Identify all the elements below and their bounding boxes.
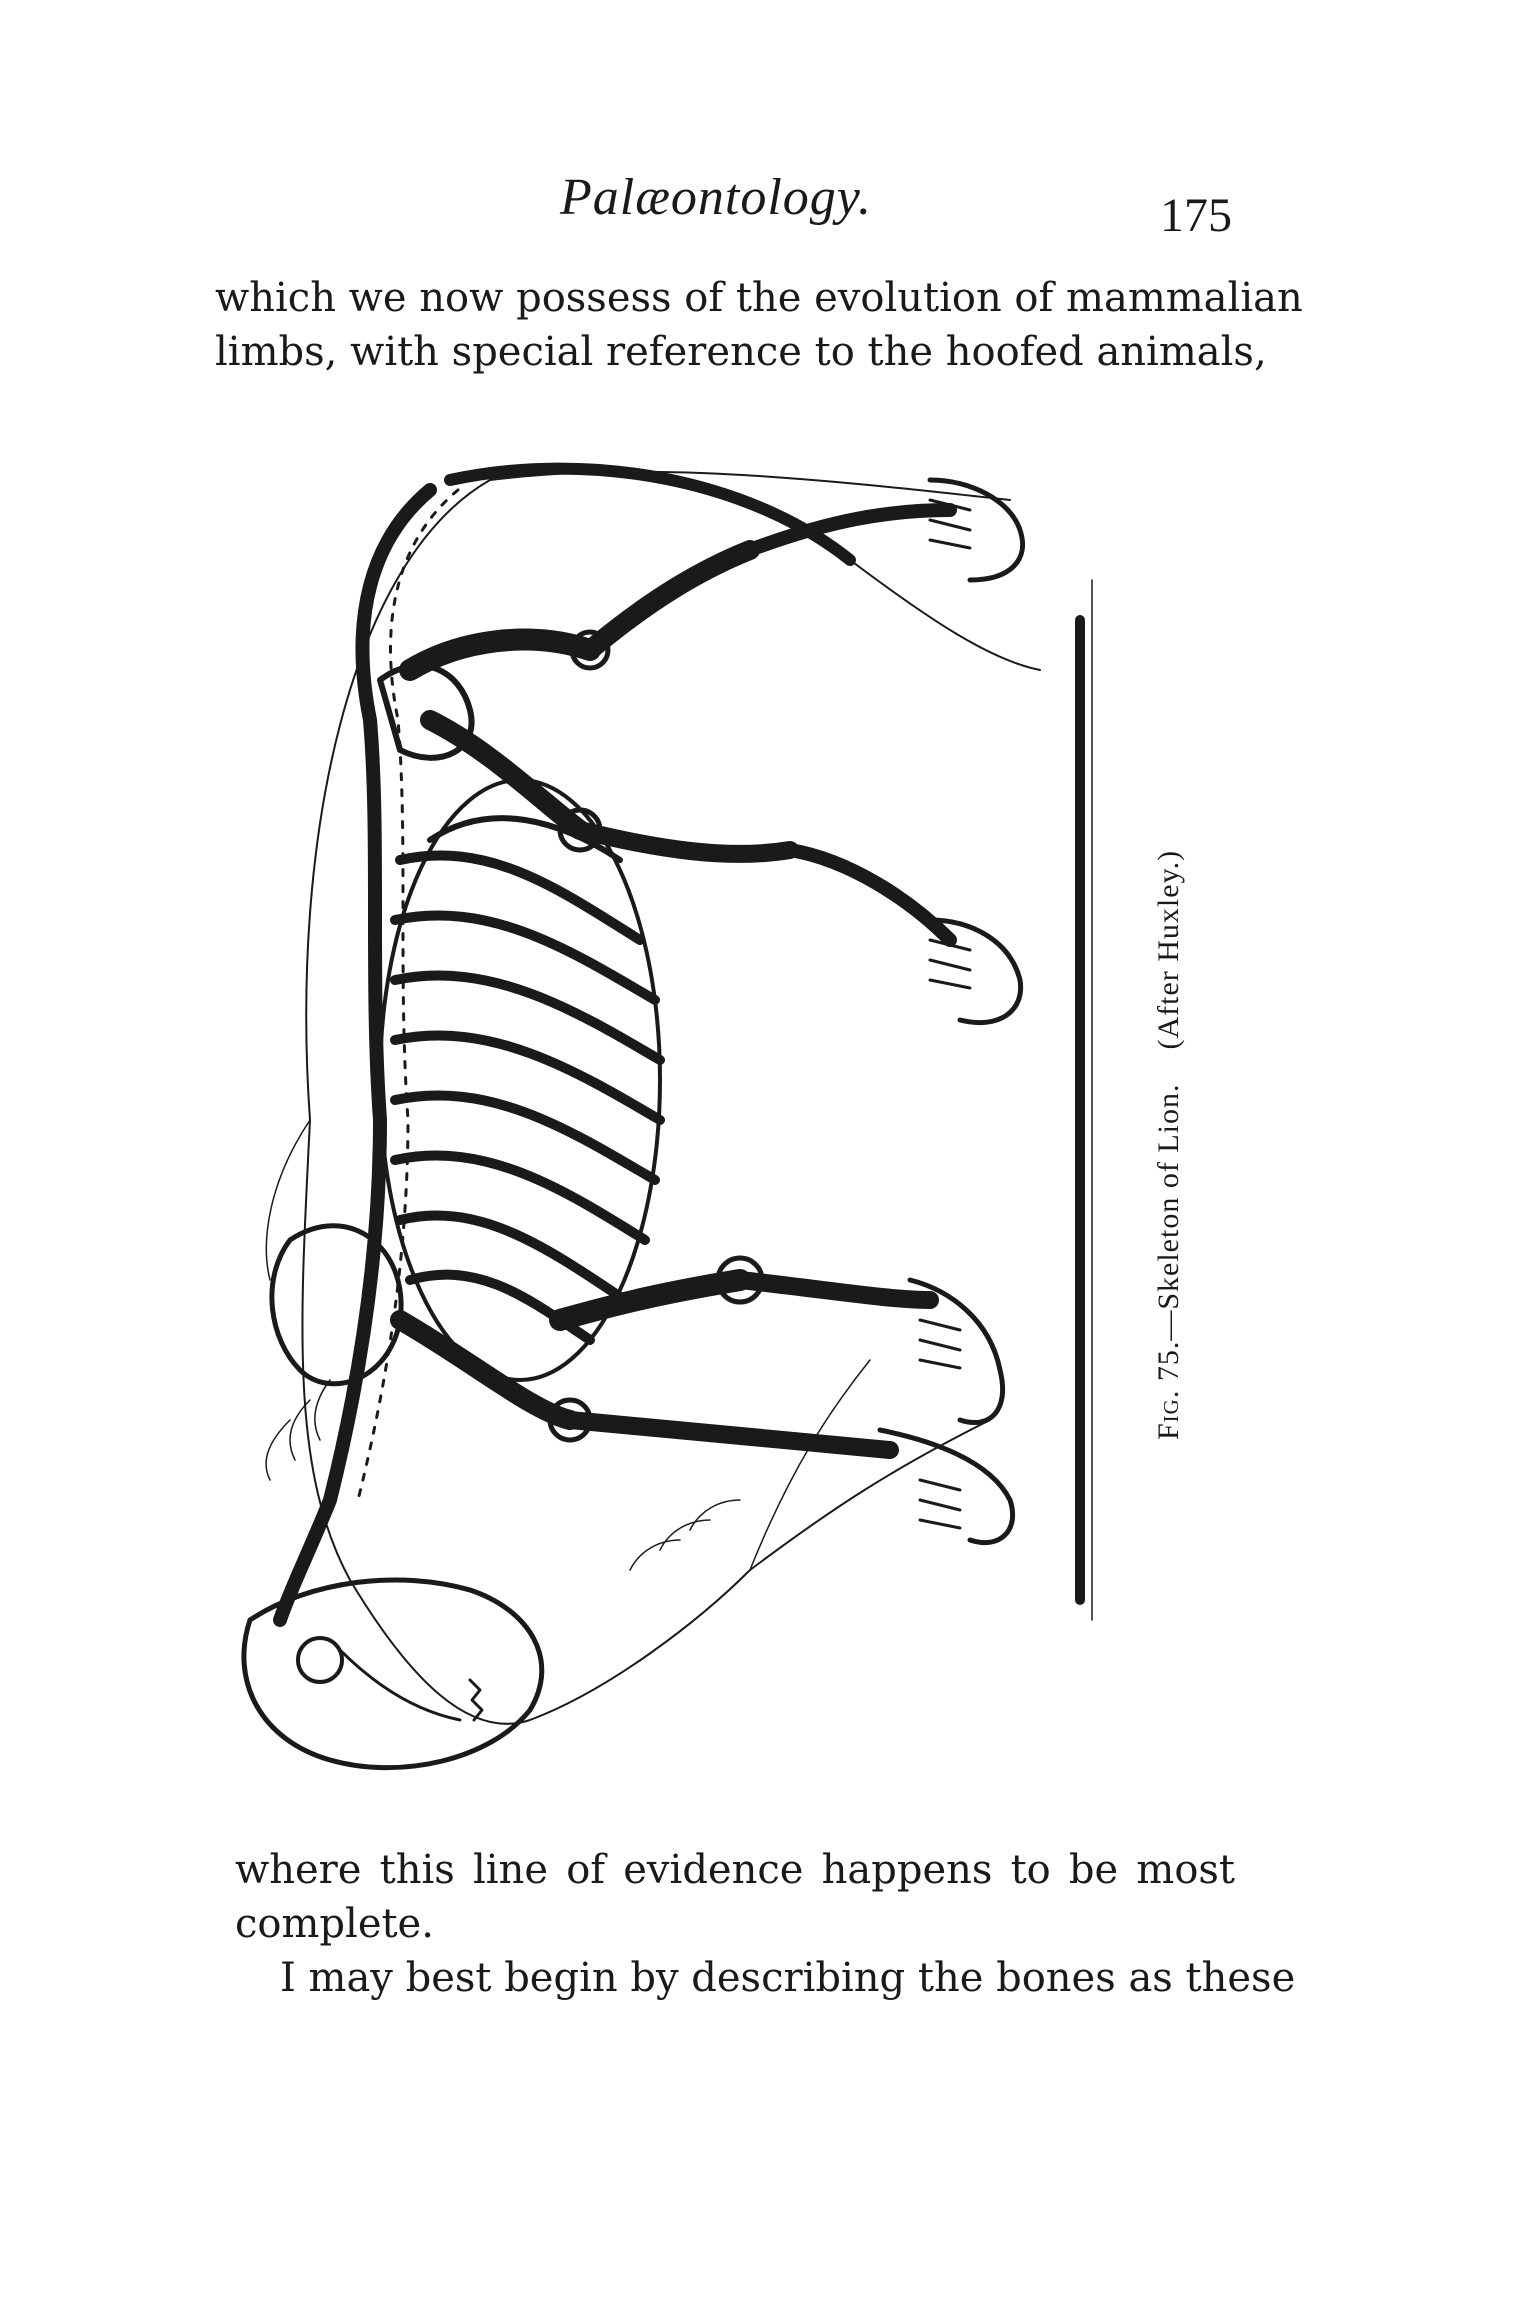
figure-credit: (After Huxley.)	[1152, 849, 1185, 1050]
lion-skeleton-illustration	[230, 420, 1170, 1800]
body-text-line: complete.	[235, 1901, 434, 1947]
figure-caption-text: —Skeleton of Lion.	[1152, 1083, 1185, 1341]
body-text-line: limbs, with special reference to the hoofed animals,	[215, 329, 1267, 375]
body-text-line: where this line of evidence happens to be most	[235, 1847, 1235, 1893]
running-title: Palæontology.	[560, 169, 872, 226]
figure-label: Fig. 75.	[1152, 1340, 1185, 1440]
page-number: 175	[1160, 189, 1232, 242]
body-text-line: I may best begin by describing the bones as these	[280, 1955, 1296, 2001]
body-text-line: which we now possess of the evolution of mammalian	[215, 275, 1303, 321]
figure-caption	[1152, 850, 1186, 1440]
